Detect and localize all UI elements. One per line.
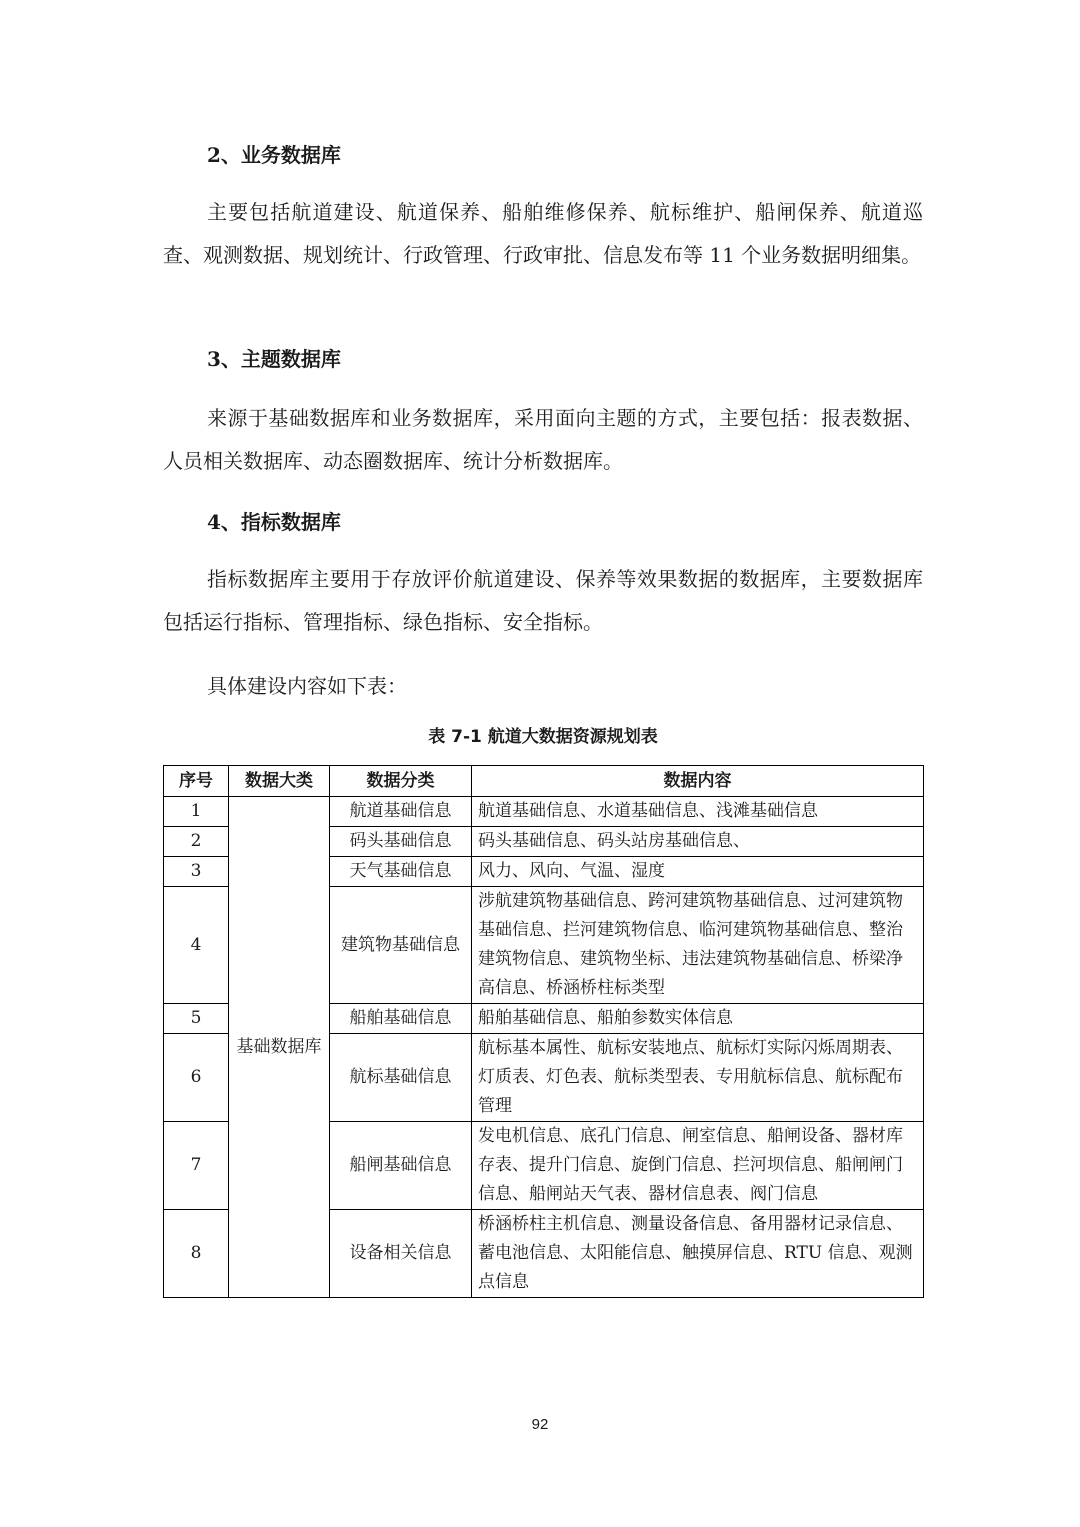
- section-heading-business-db: 2、业务数据库: [207, 143, 341, 167]
- row-no: 6: [164, 1034, 229, 1122]
- row-subcategory: 天气基础信息: [330, 857, 472, 887]
- row-no: 1: [164, 797, 229, 827]
- header-category: 数据大类: [229, 766, 330, 797]
- row-subcategory: 航标基础信息: [330, 1034, 472, 1122]
- table-row: [164, 797, 924, 827]
- section-heading-topic-db: 3、主题数据库: [207, 347, 341, 371]
- header-no: 序号: [164, 766, 229, 797]
- row-content: 码头基础信息、码头站房基础信息、: [472, 827, 924, 857]
- row-subcategory: 船舶基础信息: [330, 1004, 472, 1034]
- row-no: 2: [164, 827, 229, 857]
- header-content: 数据内容: [472, 766, 924, 797]
- data-resource-table: [163, 765, 924, 1298]
- row-subcategory: 建筑物基础信息: [330, 887, 472, 1004]
- row-no: 3: [164, 857, 229, 887]
- row-subcategory: 船闸基础信息: [330, 1122, 472, 1210]
- row-no: 4: [164, 887, 229, 1004]
- table-header-row: [164, 766, 924, 797]
- row-content: 船舶基础信息、船舶参数实体信息: [472, 1004, 924, 1034]
- row-content: 航标基本属性、航标安装地点、航标灯实际闪烁周期表、灯质表、灯色表、航标类型表、专用航标信息、航标配布管理: [472, 1034, 924, 1122]
- row-no: 8: [164, 1210, 229, 1298]
- section-body-business-db: 主要包括航道建设、航道保养、船舶维修保养、航标维护、船闸保养、航道巡查、观测数据、规划统计、行政管理、行政审批、信息发布等 11 个业务数据明细集。: [163, 200, 923, 267]
- section-body-indicator-db: 指标数据库主要用于存放评价航道建设、保养等效果数据的数据库，主要数据库包括运行指标、管理指标、绿色指标、安全指标。: [163, 567, 923, 634]
- row-subcategory: 航道基础信息: [330, 797, 472, 827]
- row-category: 基础数据库: [229, 797, 330, 1298]
- row-no: 5: [164, 1004, 229, 1034]
- row-content: 桥涵桥柱主机信息、测量设备信息、备用器材记录信息、蓄电池信息、太阳能信息、触摸屏信息、RTU 信息、观测点信息: [472, 1210, 924, 1298]
- row-content: 风力、风向、气温、湿度: [472, 857, 924, 887]
- section-body-topic-db: 来源于基础数据库和业务数据库，采用面向主题的方式，主要包括：报表数据、人员相关数据库、动态圈数据库、统计分析数据库。: [163, 406, 923, 473]
- row-subcategory: 设备相关信息: [330, 1210, 472, 1298]
- page-number: 92: [531, 1416, 549, 1433]
- row-subcategory: 码头基础信息: [330, 827, 472, 857]
- row-content: 发电机信息、底孔门信息、闸室信息、船闸设备、器材库存表、提升门信息、旋倒门信息、拦河坝信息、船闸闸门信息、船闸站天气表、器材信息表、阀门信息: [472, 1122, 924, 1210]
- row-no: 7: [164, 1122, 229, 1210]
- table-caption: 表 7-1 航道大数据资源规划表: [428, 727, 658, 747]
- section-heading-indicator-db: 4、指标数据库: [207, 510, 341, 534]
- header-subcategory: 数据分类: [330, 766, 472, 797]
- row-content: 涉航建筑物基础信息、跨河建筑物基础信息、过河建筑物基础信息、拦河建筑物信息、临河建筑物基础信息、整治建筑物信息、建筑物坐标、违法建筑物基础信息、桥梁净高信息、桥涵桥柱标类型: [472, 887, 924, 1004]
- table-intro: 具体建设内容如下表：: [207, 674, 407, 698]
- row-content: 航道基础信息、水道基础信息、浅滩基础信息: [472, 797, 924, 827]
